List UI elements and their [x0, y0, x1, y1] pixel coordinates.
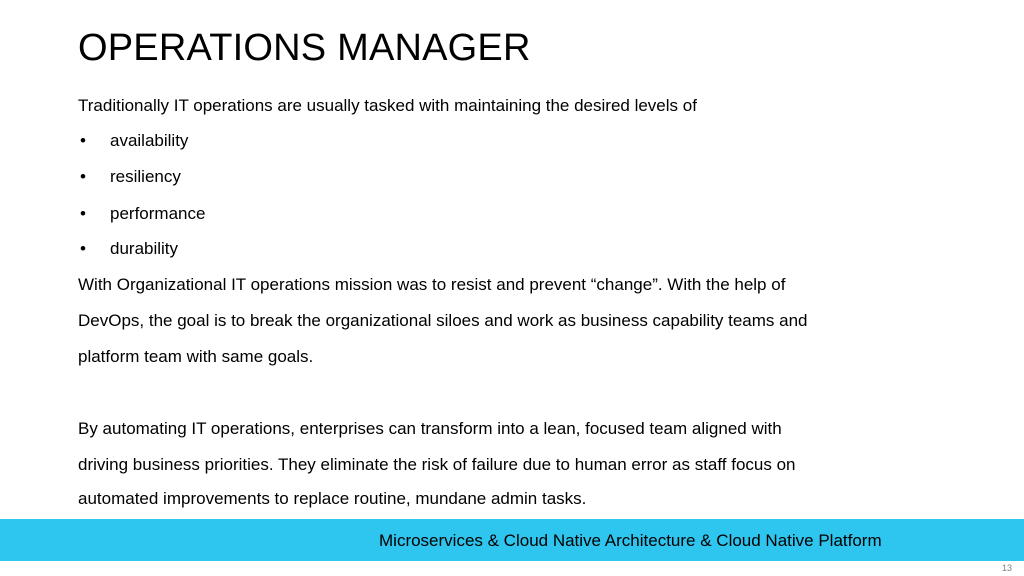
bullet-text-durability: durability — [110, 239, 179, 258]
bullet-marker: • — [80, 239, 86, 258]
bullet-marker: • — [80, 131, 86, 150]
page-number: 13 — [1001, 563, 1012, 573]
bullet-text-performance: performance — [110, 204, 206, 223]
bullet-marker: • — [80, 204, 86, 223]
bullet-marker: • — [80, 167, 86, 186]
bullet-text-availability: availability — [110, 131, 189, 150]
paragraph1-line: DevOps, the goal is to break the organizational siloes and work as business capability teams and — [78, 311, 808, 330]
paragraph1-line: With Organizational IT operations mission was to resist and prevent “change”. With the help of — [78, 275, 786, 294]
bullet-text-resiliency: resiliency — [110, 167, 181, 186]
paragraph2-line: driving business priorities. They eliminate the risk of failure due to human error as staff focus on — [78, 455, 796, 474]
paragraph2-line: automated improvements to replace routine, mundane admin tasks. — [78, 489, 587, 508]
slide-title: OPERATIONS MANAGER — [78, 27, 531, 69]
paragraph1-line: platform team with same goals. — [78, 347, 314, 366]
paragraph2-line: By automating IT operations, enterprises can transform into a lean, focused team aligned with — [78, 419, 782, 438]
intro-text: Traditionally IT operations are usually tasked with maintaining the desired levels of — [78, 96, 697, 115]
footer-text: Microservices & Cloud Native Architecture & Cloud Native Platform — [379, 531, 882, 550]
